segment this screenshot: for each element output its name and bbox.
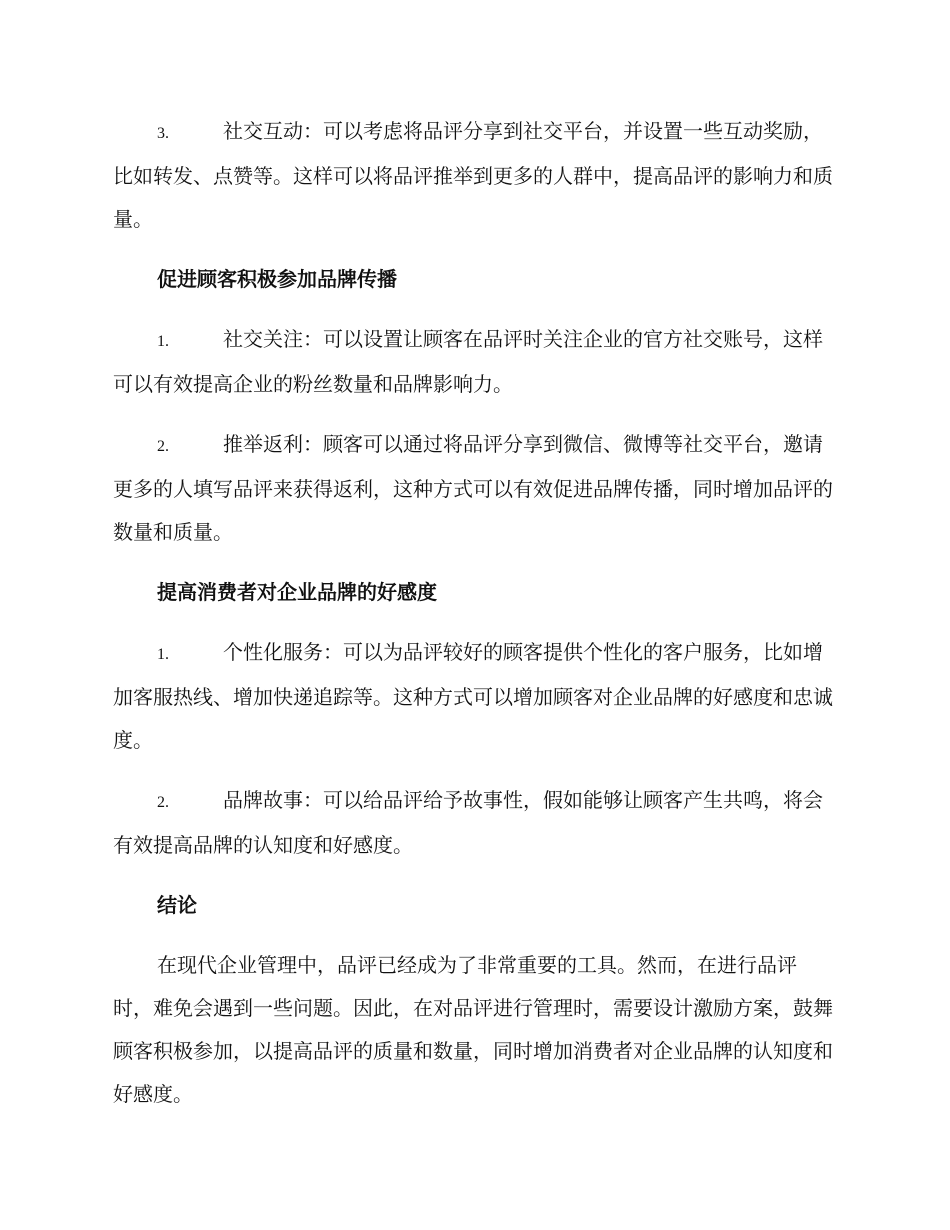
conclusion-paragraph: 在现代企业管理中，品评已经成为了非常重要的工具。然而，在进行品评时，难免会遇到一些问题。因此，在对品评进行管理时，需要设计激励方案，鼓舞顾客积极参加，以提高品评的质量和数量，同时增加消费者对企业品牌的认知度和好感度。 [113, 953, 833, 1106]
list-item-text: 社交互动：可以考虑将品评分享到社交平台，并设置一些互动奖励，比如转发、点赞等。这样可以将品评推举到更多的人群中，提高品评的影响力和质量。 [113, 119, 833, 231]
section-heading: 结论 [157, 893, 197, 917]
list-item [113, 318, 835, 406]
list-number: 2. [157, 794, 169, 811]
section-heading: 提高消费者对企业品牌的好感度 [157, 580, 437, 604]
list-item-text: 品牌故事：可以给品评给予故事性，假如能够让顾客产生共鸣，将会有效提高品牌的认知度和好感度。 [113, 788, 823, 857]
list-item [113, 779, 835, 867]
list-item [113, 423, 835, 554]
list-item-text: 社交关注：可以设置让顾客在品评时关注企业的官方社交账号，这样可以有效提高企业的粉丝数量和品牌影响力。 [113, 327, 823, 396]
document-page [113, 110, 835, 1116]
section-heading: 促进顾客积极参加品牌传播 [157, 267, 397, 291]
list-item-text: 推举返利：顾客可以通过将品评分享到微信、微博等社交平台，邀请更多的人填写品评来获得返利，这种方式可以有效促进品牌传播，同时增加品评的数量和质量。 [113, 432, 833, 544]
list-number: 3. [157, 125, 169, 142]
list-number: 1. [157, 646, 169, 663]
list-item-text: 个性化服务：可以为品评较好的顾客提供个性化的客户服务，比如增加客服热线、增加快递追踪等。这种方式可以增加顾客对企业品牌的好感度和忠诚度。 [113, 640, 833, 752]
list-item [113, 631, 835, 762]
list-item [113, 110, 835, 241]
list-number: 1. [157, 333, 169, 350]
list-number: 2. [157, 438, 169, 455]
